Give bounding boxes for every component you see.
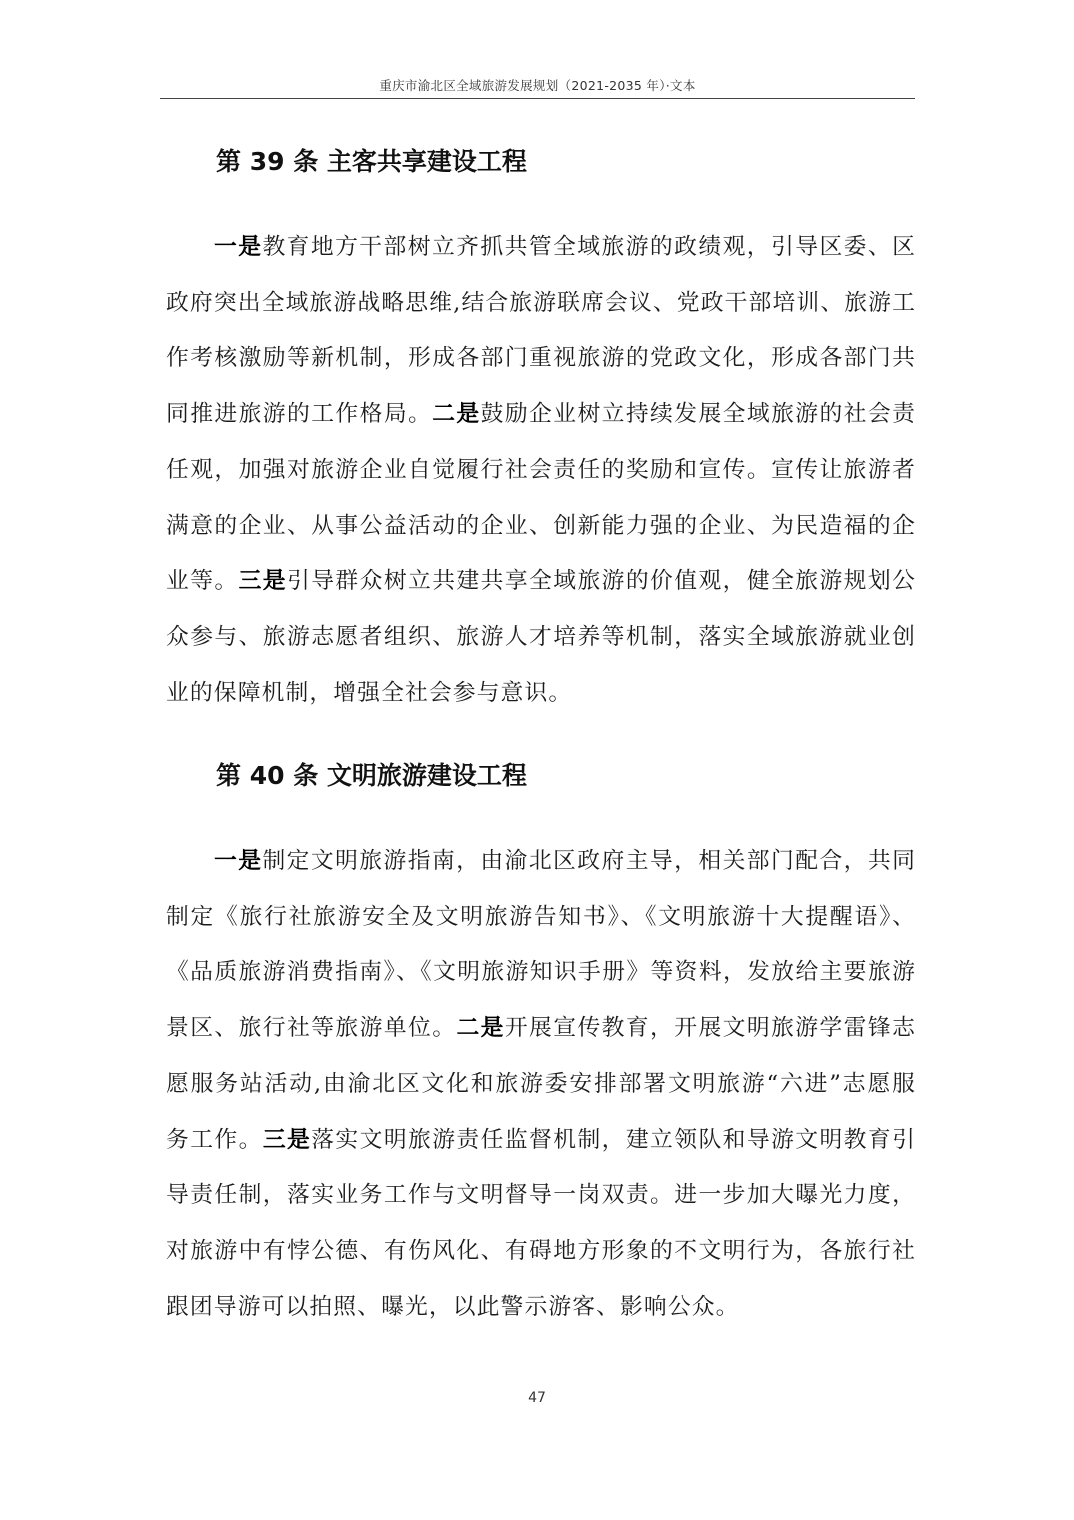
running-header: 重庆市渝北区全域旅游发展规划（2021-2035 年）·文本 bbox=[379, 78, 696, 93]
article-39 bbox=[0, 138, 1074, 721]
item-1-lead: 一是 bbox=[214, 234, 263, 260]
item-3-text: 落实文明旅游责任监督机制，建立领队和导游文明教育引导责任制，落实业务工作与文明督导一岗双责。进一步加大曝光力度，对旅游中有悖公德、有伤风化、有碍地方形象的不文明行为，各旅行社跟团导游可以拍照、曝光，以此警示游客、影响公众。 bbox=[166, 1126, 916, 1320]
item-1-text: 制定文明旅游指南，由渝北区政府主导，相关部门配合，共同制定《旅行社旅游安全及文明旅游告知书》、《文明旅游十大提醒语》、《品质旅游消费指南》、《文明旅游知识手册》等资料，发放给主要旅游景区、旅行社等旅游单位。 bbox=[166, 848, 916, 1042]
item-3-lead: 三是 bbox=[262, 1126, 312, 1153]
item-1-text: 教育地方干部树立齐抓共管全域旅游的政绩观，引导区委、区政府突出全域旅游战略思维,结合旅游联席会议、党政干部培训、旅游工作考核激励等新机制，形成各部门重视旅游的党政文化，形成各部门共同推进旅游的工作格局。 bbox=[166, 234, 916, 428]
item-2-lead: 二是 bbox=[432, 401, 481, 428]
item-1-lead: 一是 bbox=[214, 848, 263, 874]
article-40-body bbox=[0, 834, 916, 1335]
item-3-lead: 三是 bbox=[238, 568, 288, 595]
article-40 bbox=[0, 752, 1074, 1335]
header-rule bbox=[160, 98, 915, 99]
item-3-text: 引导群众树立共建共享全域旅游的价值观，健全旅游规划公众参与、旅游志愿者组织、旅游人才培养等机制，落实全域旅游就业创业的保障机制，增强全社会参与意识。 bbox=[166, 568, 916, 706]
article-39-title: 第 39 条 主客共享建设工程 bbox=[216, 147, 527, 176]
article-40-title: 第 40 条 文明旅游建设工程 bbox=[216, 761, 527, 790]
item-2-text: 鼓励企业树立持续发展全域旅游的社会责任观，加强对旅游企业自觉履行社会责任的奖励和宣传。宣传让旅游者满意的企业、从事公益活动的企业、创新能力强的企业、为民造福的企业等。 bbox=[166, 401, 916, 595]
page-number: 47 bbox=[528, 1390, 546, 1406]
item-2-text: 开展宣传教育，开展文明旅游学雷锋志愿服务站活动,由渝北区文化和旅游委安排部署文明旅游“六进”志愿服务工作。 bbox=[166, 1015, 916, 1153]
article-39-body bbox=[0, 220, 916, 721]
item-2-lead: 二是 bbox=[456, 1015, 505, 1042]
